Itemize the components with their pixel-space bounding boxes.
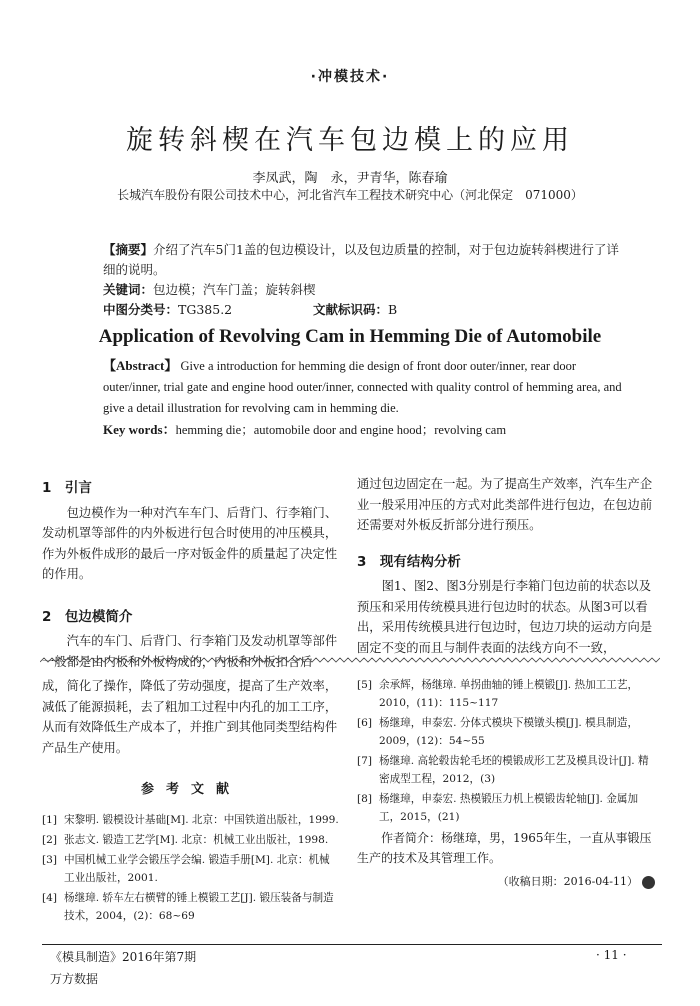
received-date-text: （收稿日期：2016-04-11）: [497, 875, 638, 888]
section-2-paragraph: 汽车的车门、后背门、行李箱门及发动机罩等部件一般都是由内板和外板构成的，内板和外板扣合后: [42, 634, 338, 669]
reference-item: [42, 831, 340, 849]
abstract-cn: [103, 240, 621, 320]
reference-number: [7]: [357, 755, 373, 767]
footer-brand: 万方数据: [50, 972, 99, 986]
upper-left-column: [42, 472, 340, 672]
abstract-en-text: Give a introduction for hemming die design of front door outer/inner, rear door outer/inner, trial gate and engine hood outer/inner, connected with quality control of hemming area, and give a detail illustration for revolving cam in hemming die.: [103, 359, 622, 415]
section-divider: [40, 657, 660, 663]
received-date: [357, 872, 655, 893]
reference-number: [2]: [42, 833, 58, 846]
abstract-en-label: 【Abstract】: [103, 358, 178, 373]
section-3-heading: 3 现有结构分析: [357, 553, 461, 570]
continued-paragraph: 通过包边固定在一起。为了提高生产效率，汽车生产企业一般采用冲压的方式对此类部件进行包边，在包边前还需要对外板反折部分进行预压。: [357, 477, 653, 532]
section-1-heading: 1 引言: [42, 480, 92, 496]
reference-number: [5]: [357, 679, 373, 691]
abstract-en-body: [103, 355, 627, 419]
keywords-cn-label: 关键词：: [103, 282, 154, 297]
section-1-paragraph: 包边模作为一种对汽车车门、后背门、行李箱门、发动机罩等部件的内外板进行包合时使用的冲压模具，作为外板件成形的最后一序对钣金件的质量起了决定性的作用。: [42, 505, 338, 581]
reference-item: [42, 889, 340, 925]
doc-code: [313, 300, 397, 320]
class-code: [103, 300, 313, 320]
references-heading: 参考文献: [140, 782, 241, 797]
conclusion-paragraph: 成，简化了操作，降低了劳动强度，提高了生产效率，减低了能源损耗，去了粗加工过程中内孔的加工工序，从而有效降低生产成本了，并推广到其他同类型结构件产品生产使用。: [42, 679, 338, 755]
affiliation: 长城汽车股份有限公司技术中心，河北省汽车工程技术研究中心（河北保定 071000）: [117, 188, 583, 202]
reference-text: 张志文. 锻造工艺学[M]. 北京：机械工业出版社，1998.: [64, 833, 329, 846]
publisher-logo-icon: [642, 876, 655, 889]
section-3-paragraph: 图1、图2、图3分别是行李箱门包边前的状态以及预压和采用传统模具进行包边时的状态。从图3可以看出，采用传统模具进行包边时，包边刀块的运动方向是固定不变的而且与制件表面的法线方向不一致，: [357, 579, 653, 655]
reference-number: [4]: [42, 891, 58, 904]
lower-left-column: [42, 676, 340, 927]
abstract-cn-text: 介绍了汽车5门1盖的包边模设计，以及包边质量的控制，对于包边旋转斜楔进行了详细的说明。: [103, 242, 619, 277]
english-title: Application of Revolving Cam in Hemming Die of Automobile: [98, 326, 602, 347]
keywords-cn: [103, 280, 621, 300]
footer-rule: [42, 944, 662, 945]
page-title: 旋转斜楔在汽车包边模上的应用: [126, 125, 574, 156]
authors: 李凤武，陶 永，尹青华，陈春瑜: [252, 171, 448, 186]
class-value: TG385.2: [178, 302, 233, 317]
classification-row: [103, 300, 621, 320]
page-number: · 11 ·: [596, 948, 627, 962]
section-2-heading: 2 包边模简介: [42, 608, 133, 625]
reference-number: [6]: [357, 717, 373, 729]
reference-number: [3]: [42, 853, 58, 866]
doc-label: 文献标识码：: [313, 302, 389, 317]
reference-text: 杨继璋. 轿车左右横臂的锤上模锻工艺[J]. 锻压装备与制造技术，2004，(2)：68~69: [64, 891, 334, 922]
upper-right-column: [357, 474, 655, 658]
keywords-en-label: Key words：: [103, 422, 176, 437]
footer-journal: 《模具制造》2016年第7期: [50, 950, 197, 964]
keywords-cn-text: 包边模；汽车门盖；旋转斜楔: [153, 282, 316, 297]
reference-item: [42, 811, 340, 829]
abstract-cn-label: 【摘要】: [103, 242, 154, 257]
reference-text: 杨继璋，申泰宏. 分体式模块下模镦头模[J]. 模具制造，2009，(12)：54~55: [379, 717, 639, 747]
reference-item: [357, 676, 655, 712]
reference-number: [1]: [42, 813, 58, 826]
reference-item: [357, 790, 655, 826]
doc-value: B: [388, 302, 398, 317]
reference-text: 杨继璋. 高轮毂齿轮毛坯的模锻成形工艺及模具设计[J]. 精密成型工程，2012，(3): [379, 755, 649, 785]
abstract-cn-body: [103, 240, 621, 280]
keywords-en: [103, 419, 627, 441]
reference-text: 杨继璋，申泰宏. 热模锻压力机上模锻齿轮轴[J]. 金属加工，2015，(21): [379, 793, 639, 823]
reference-item: [357, 752, 655, 788]
lower-right-column: [357, 676, 655, 893]
reference-text: 中国机械工业学会锻压学会编. 锻造手册[M]. 北京：机械工业出版社，2001.: [64, 853, 330, 884]
reference-number: [8]: [357, 793, 373, 805]
section-tag: ·冲模技术·: [310, 69, 390, 85]
reference-text: 宋黎明. 锻模设计基础[M]. 北京：中国铁道出版社，1999.: [64, 813, 339, 826]
reference-item: [42, 851, 340, 887]
reference-item: [357, 714, 655, 750]
abstract-en: [103, 355, 627, 441]
class-label: 中图分类号：: [103, 302, 179, 317]
reference-text: 余承辉，杨继璋. 单拐曲轴的锤上模锻[J]. 热加工工艺，2010，(11)：115~117: [379, 679, 639, 709]
keywords-en-text: hemming die；automobile door and engine hood；revolving cam: [175, 423, 507, 437]
author-bio: 作者简介：杨继璋，男，1965年生，一直从事锻压生产的技术及其管理工作。: [357, 831, 652, 865]
